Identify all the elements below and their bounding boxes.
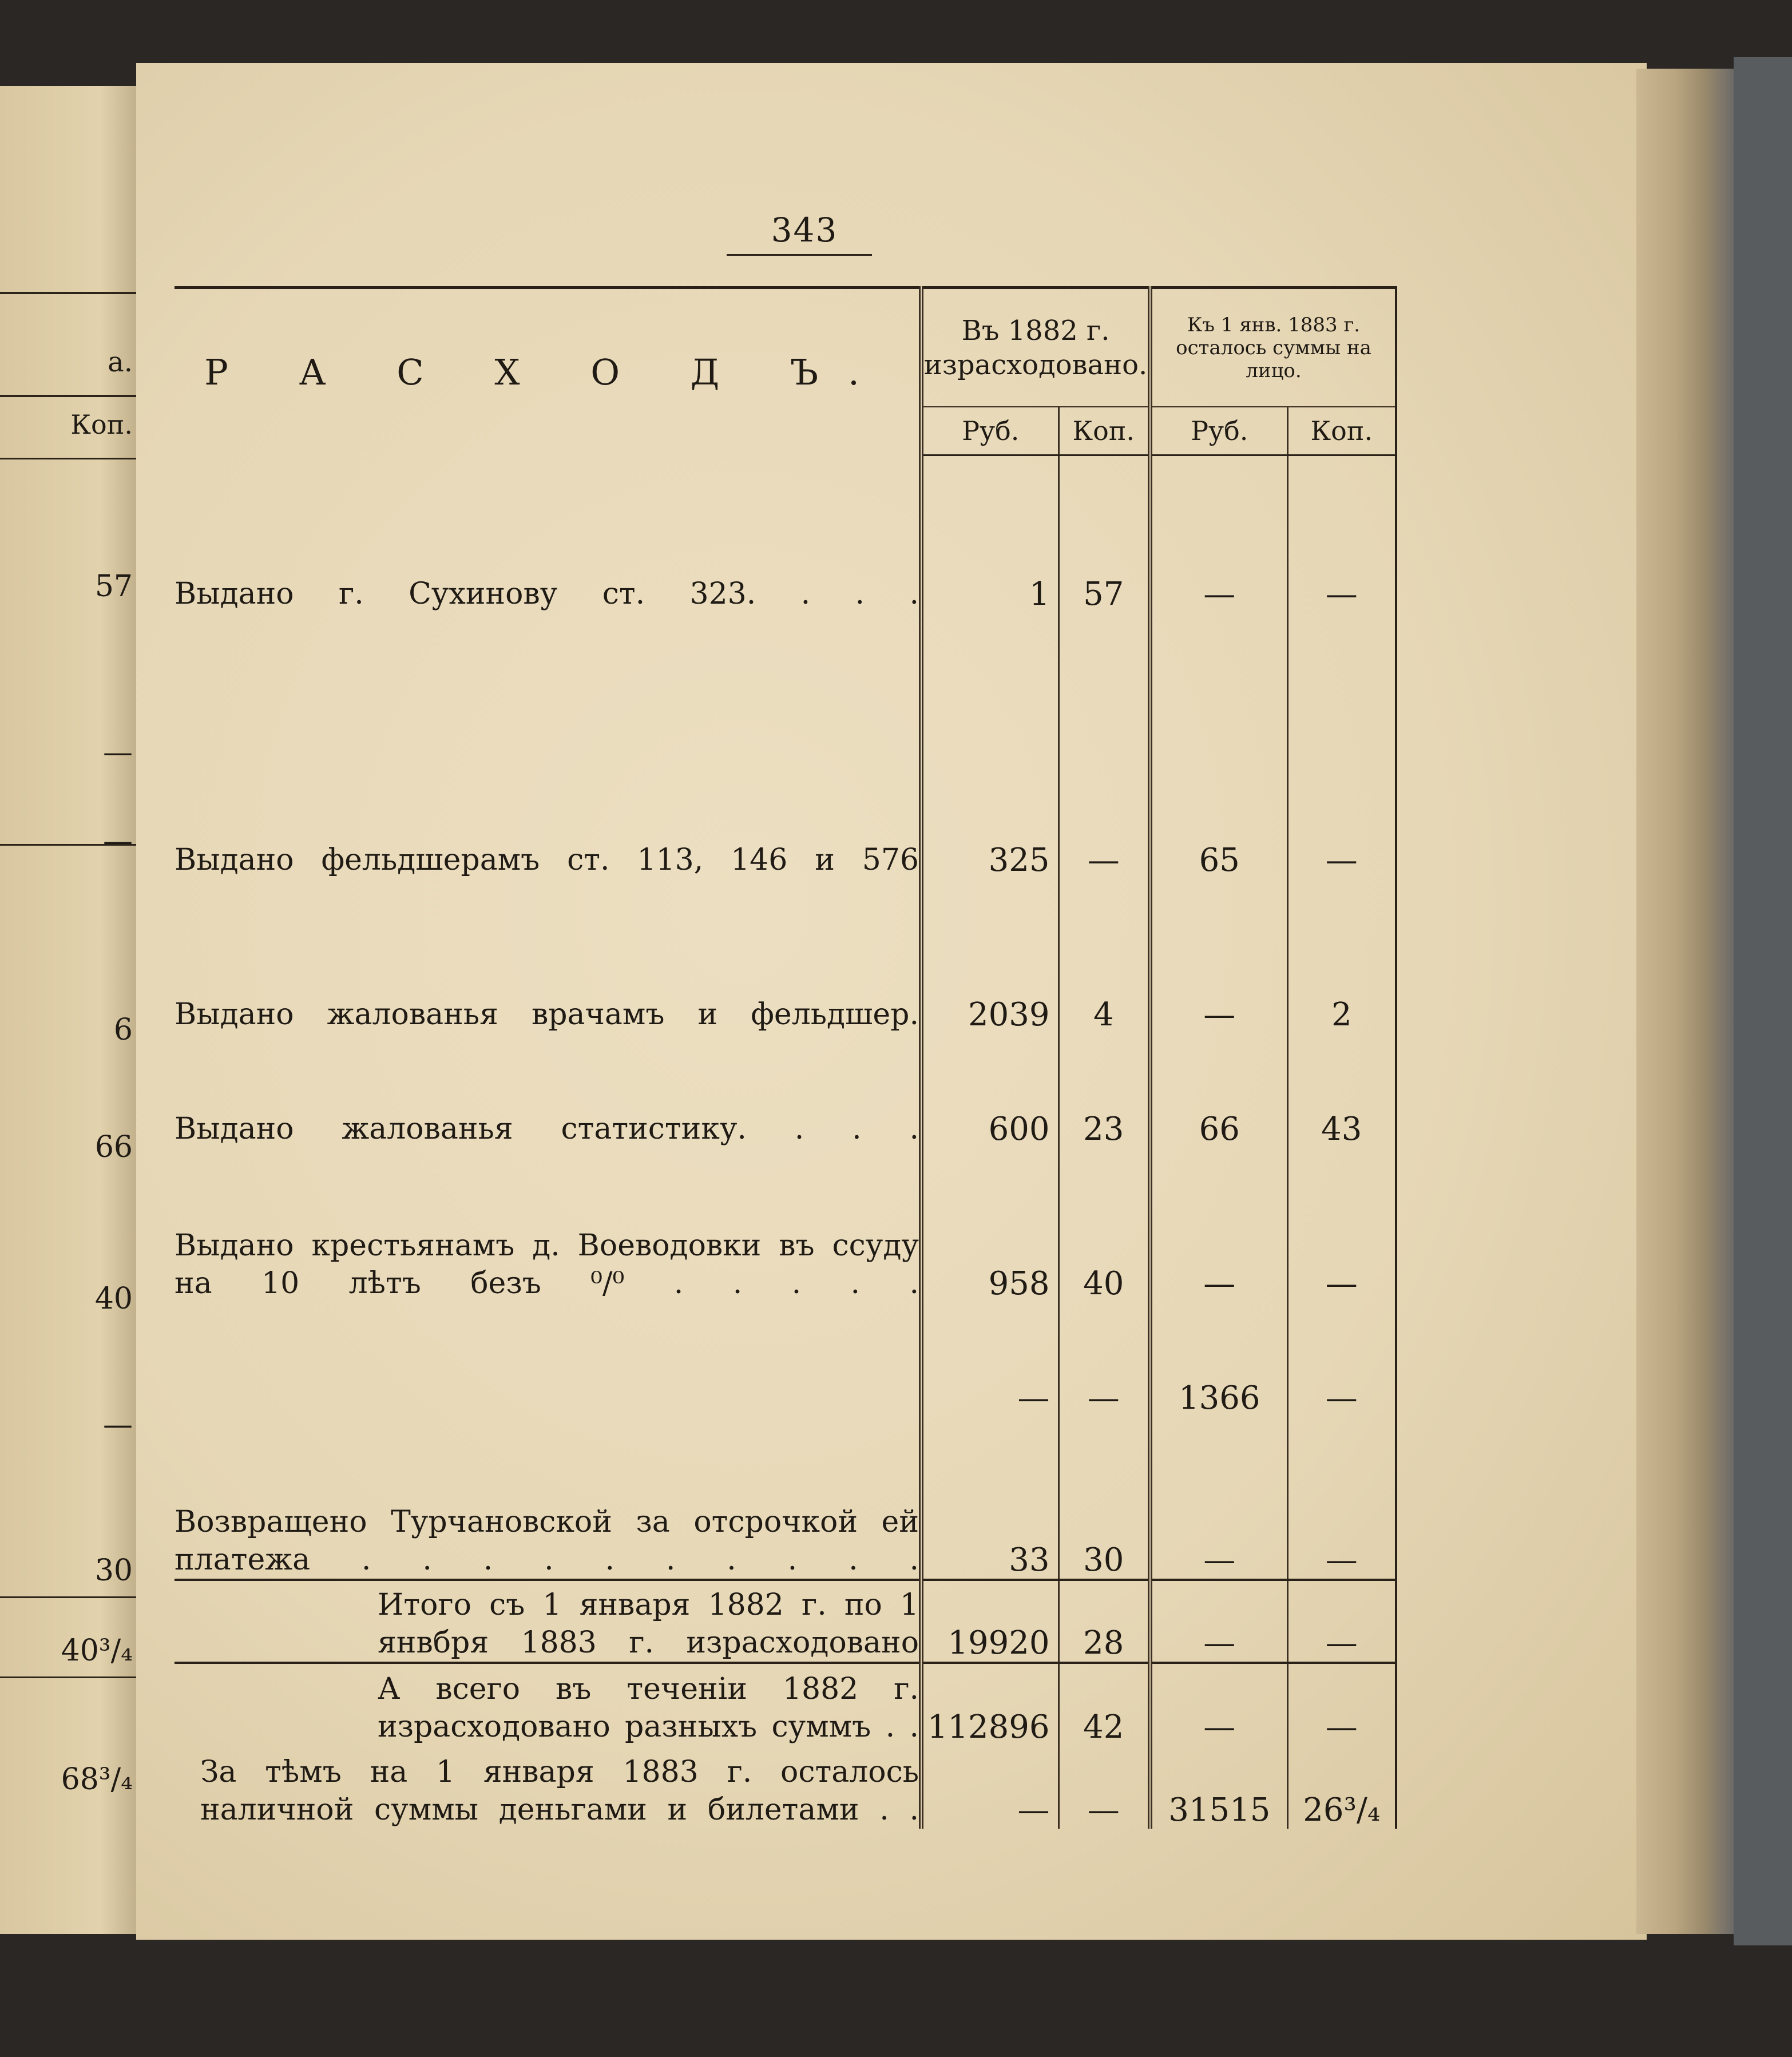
spent-kop-cell: 42 bbox=[1058, 1663, 1150, 1746]
left-unit-fragment: Коп. bbox=[70, 409, 133, 440]
left-value: 66 bbox=[94, 1130, 133, 1164]
kop-header: Коп. bbox=[1058, 407, 1150, 455]
table-row bbox=[175, 455, 1396, 613]
left-value: 57 bbox=[94, 569, 133, 604]
spent-kop-cell: 28 bbox=[1058, 1580, 1150, 1663]
remaining-rub-cell: — bbox=[1150, 1417, 1287, 1580]
spent-kop-cell: — bbox=[1058, 613, 1150, 879]
table-header-row bbox=[175, 288, 1396, 407]
spent-rub-cell: 958 bbox=[921, 1148, 1058, 1302]
remaining-rub-cell: — bbox=[1150, 1580, 1287, 1663]
expense-table bbox=[175, 286, 1397, 1829]
left-page-rule bbox=[0, 395, 143, 397]
table-row bbox=[175, 613, 1396, 879]
rub-header: Руб. bbox=[921, 407, 1058, 455]
table-row bbox=[175, 1033, 1396, 1148]
kop-header: Коп. bbox=[1287, 407, 1396, 455]
row-description: Выдано крестьянамъ д. Воеводовки въ ссуду на 10 лѣтъ безъ ⁰/⁰ . . . . . bbox=[175, 1228, 919, 1301]
book-cover bbox=[1734, 57, 1792, 1945]
row-description: Выдано жалованья врачамъ и фельдшер. bbox=[175, 997, 919, 1032]
left-value: — bbox=[103, 735, 133, 770]
remaining-rub-cell: 66 bbox=[1150, 1033, 1287, 1148]
remaining-rub-cell: — bbox=[1150, 1148, 1287, 1302]
spent-kop-cell: — bbox=[1058, 1746, 1150, 1829]
left-page-rule bbox=[0, 1676, 143, 1678]
left-value: 40 bbox=[94, 1282, 133, 1316]
remaining-rub-cell: 31515 bbox=[1150, 1746, 1287, 1829]
table-row bbox=[175, 879, 1396, 1033]
remaining-rub-cell: 65 bbox=[1150, 613, 1287, 879]
spent-rub-cell: — bbox=[921, 1302, 1058, 1417]
spent-kop-cell: 23 bbox=[1058, 1033, 1150, 1148]
remaining-kop-cell: — bbox=[1287, 613, 1396, 879]
table-row bbox=[175, 1302, 1396, 1417]
page-edges bbox=[1636, 69, 1734, 1934]
left-value: 68³/₄ bbox=[61, 1762, 133, 1797]
table-row bbox=[175, 1417, 1396, 1580]
remaining-rub-cell: — bbox=[1150, 879, 1287, 1033]
left-value: 6 bbox=[113, 1013, 133, 1047]
spent-1882-header: Въ 1882 г. израсходовано. bbox=[921, 288, 1150, 407]
left-header-fragment: а. bbox=[108, 346, 133, 378]
remaining-rub-cell: 1366 bbox=[1150, 1302, 1287, 1417]
spent-kop-cell: — bbox=[1058, 1302, 1150, 1417]
left-page-fragment bbox=[0, 86, 143, 1934]
remaining-1883-header: Къ 1 янв. 1883 г. осталось суммы на лицо. bbox=[1150, 288, 1396, 407]
row-description: А всего въ теченіи 1882 г. израсходовано разныхъ суммъ . . bbox=[175, 1663, 921, 1746]
spent-rub-cell: — bbox=[921, 1746, 1058, 1829]
spent-kop-cell: 30 bbox=[1058, 1417, 1150, 1580]
row-description: Выдано г. Сухинову ст. 323. . . . bbox=[175, 576, 919, 611]
remaining-kop-cell: — bbox=[1287, 455, 1396, 613]
spent-rub-cell: 600 bbox=[921, 1033, 1058, 1148]
spent-rub-cell: 33 bbox=[921, 1417, 1058, 1580]
spent-rub-cell: 112896 bbox=[921, 1663, 1058, 1746]
page-number: 343 bbox=[771, 211, 838, 249]
spent-kop-cell: 40 bbox=[1058, 1148, 1150, 1302]
left-value: 40³/₄ bbox=[61, 1634, 133, 1668]
row-description: Итого съ 1 января 1882 г. по 1 янвбря 1883 г. израсходовано bbox=[175, 1580, 921, 1663]
spent-rub-cell: 325 bbox=[921, 613, 1058, 879]
left-page-rule bbox=[0, 458, 143, 459]
table-total-row bbox=[175, 1580, 1396, 1663]
remaining-kop-cell: — bbox=[1287, 1302, 1396, 1417]
page-number-rule bbox=[727, 254, 872, 256]
spent-rub-cell: 2039 bbox=[921, 879, 1058, 1033]
remaining-kop-cell: 43 bbox=[1287, 1033, 1396, 1148]
remaining-kop-cell: 26³/₄ bbox=[1287, 1746, 1396, 1829]
left-page-rule bbox=[0, 1596, 143, 1598]
spent-rub-cell: 1 bbox=[921, 455, 1058, 613]
remaining-kop-cell: — bbox=[1287, 1663, 1396, 1746]
left-page-rule bbox=[0, 844, 143, 846]
remaining-kop-cell: — bbox=[1287, 1417, 1396, 1580]
row-description: Выдано жалованья статистику. . . . bbox=[175, 1111, 919, 1146]
table-row bbox=[175, 1148, 1396, 1302]
spent-kop-cell: 57 bbox=[1058, 455, 1150, 613]
remaining-kop-cell: 2 bbox=[1287, 879, 1396, 1033]
left-value: 30 bbox=[94, 1553, 133, 1588]
spent-kop-cell: 4 bbox=[1058, 879, 1150, 1033]
row-description: За тѣмъ на 1 января 1883 г. осталось наличной суммы деньгами и билетами . . bbox=[200, 1754, 919, 1827]
remaining-rub-cell: — bbox=[1150, 455, 1287, 613]
left-page-rule bbox=[0, 292, 143, 294]
left-value: — bbox=[103, 1408, 133, 1442]
row-description: Возвращено Турчановской за отсрочкой ей платежа . . . . . . . . . . bbox=[175, 1504, 919, 1577]
remaining-kop-cell: — bbox=[1287, 1148, 1396, 1302]
remaining-kop-cell: — bbox=[1287, 1580, 1396, 1663]
expense-title: Р А С Х О Д Ъ. bbox=[175, 288, 921, 455]
table-row bbox=[175, 1746, 1396, 1829]
rub-header: Руб. bbox=[1150, 407, 1287, 455]
spent-rub-cell: 19920 bbox=[921, 1580, 1058, 1663]
table-total-row bbox=[175, 1663, 1396, 1746]
row-description bbox=[175, 1302, 921, 1417]
row-description: Выдано фельдшерамъ ст. 113, 146 и 576 bbox=[175, 842, 919, 877]
remaining-rub-cell: — bbox=[1150, 1663, 1287, 1746]
left-value: — bbox=[103, 824, 133, 858]
